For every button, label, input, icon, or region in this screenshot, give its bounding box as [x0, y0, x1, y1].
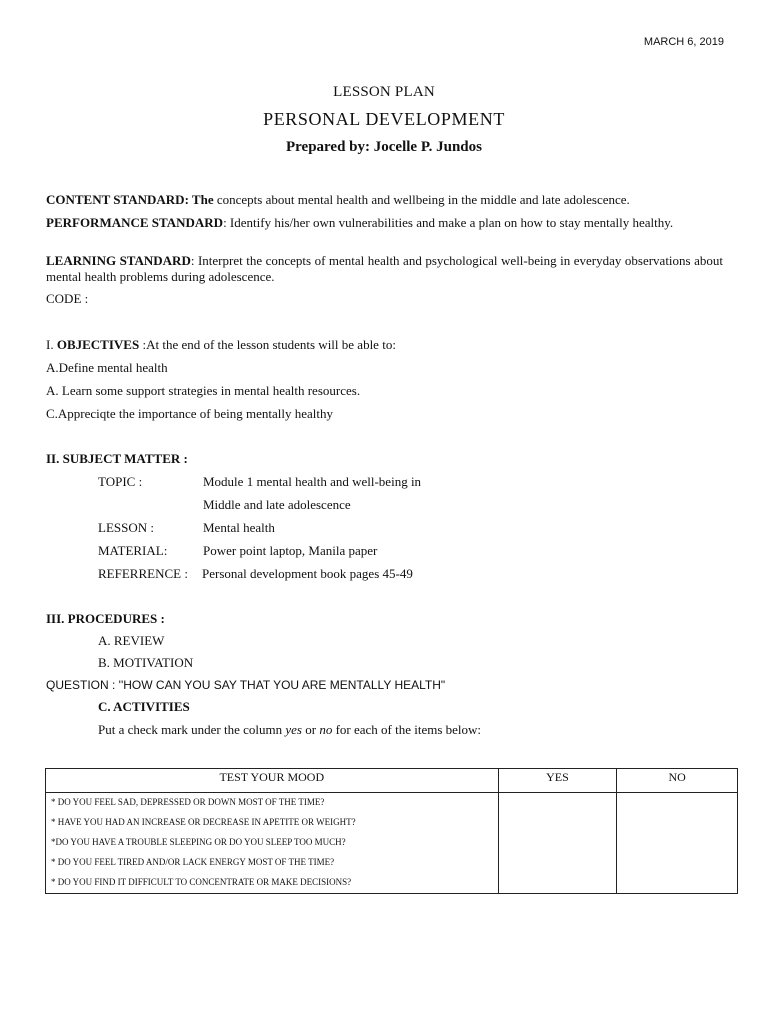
header-no: NO: [617, 769, 738, 793]
mood-question-item: * DO YOU FEEL TIRED AND/OR LACK ENERGY MOST OF THE TIME?: [51, 857, 335, 867]
performance-standard: [46, 215, 723, 231]
objective-item: A.Define mental health: [46, 360, 168, 375]
activities-step: C. ACTIVITIES: [98, 699, 190, 714]
performance-standard-text: : Identify his/her own vulnerabilities and make a plan on how to stay mentally healthy.: [223, 215, 674, 230]
mood-questions-cell: [46, 793, 499, 894]
mood-question-item: * HAVE YOU HAD AN INCREASE OR DECREASE IN APETITE OR WEIGHT?: [51, 817, 356, 827]
topic-label: TOPIC :: [98, 474, 143, 489]
material-value: Power point laptop, Manila paper: [203, 543, 378, 558]
content-standard-text: concepts about mental health and wellbeing in the middle and late adolescence.: [213, 192, 630, 207]
content-standard-label: CONTENT STANDARD: The: [46, 192, 214, 207]
motivation-question: QUESTION : ''HOW CAN YOU SAY THAT YOU ARE MENTALLY HEALTH": [46, 678, 446, 692]
table-header-row: [46, 769, 738, 793]
activity-instruction: Put a check mark under the column yes or no for each of the items below:: [98, 722, 482, 737]
review-step: A. REVIEW: [98, 633, 165, 648]
yes-word: yes: [285, 722, 302, 737]
material-label: MATERIAL:: [98, 543, 168, 558]
header-test-your-mood: TEST YOUR MOOD: [46, 769, 499, 793]
no-word: no: [319, 722, 333, 737]
lesson-label: LESSON :: [98, 520, 154, 535]
subject-matter-heading: II. SUBJECT MATTER :: [46, 451, 188, 466]
code-line: CODE :: [46, 291, 89, 306]
yes-checkbox-cell[interactable]: [498, 793, 617, 894]
objectives-intro: :At the end of the lesson students will be able to:: [139, 337, 396, 352]
header-yes: YES: [498, 769, 617, 793]
objective-item: A. Learn some support strategies in mental health resources.: [46, 383, 361, 398]
lesson-value: Mental health: [203, 520, 275, 535]
performance-standard-label: PERFORMANCE STANDARD: [46, 215, 224, 230]
objective-item: C.Appreciqte the importance of being mentally healthy: [46, 406, 333, 421]
learning-standard: [46, 253, 723, 285]
mood-question-item: *DO YOU HAVE A TROUBLE SLEEPING OR DO YOU SLEEP TOO MUCH?: [51, 837, 346, 847]
procedures-heading: III. PROCEDURES :: [46, 611, 165, 626]
mood-question-item: * DO YOU FIND IT DIFFICULT TO CONCENTRATE OR MAKE DECISIONS?: [51, 877, 352, 887]
learning-standard-text: : Interpret the concepts of mental health and psychological well-being in everyday observations about mental health problems during adolescence.: [46, 253, 723, 284]
mood-checklist-table: [45, 768, 738, 894]
document-date: MARCH 6, 2019: [643, 36, 724, 48]
topic-value-continued: Middle and late adolescence: [203, 497, 351, 512]
content-standard: [46, 192, 723, 208]
topic-value: Module 1 mental health and well-being in: [203, 474, 422, 489]
mood-question-item: * DO YOU FEEL SAD, DEPRESSED OR DOWN MOST OF THE TIME?: [51, 797, 325, 807]
reference-label: REFERRENCE :: [98, 566, 188, 581]
author-line: Prepared by: Jocelle P. Jundos: [286, 139, 482, 155]
lesson-plan-title: LESSON PLAN: [333, 84, 435, 100]
table-body-row: [46, 793, 738, 894]
subject-title: PERSONAL DEVELOPMENT: [263, 109, 505, 129]
reference-value: Personal development book pages 45-49: [202, 566, 413, 581]
objectives-heading: I. OBJECTIVES :At the end of the lesson students will be able to:: [46, 337, 396, 352]
motivation-step: B. MOTIVATION: [98, 655, 194, 670]
learning-standard-label: LEARNING STANDARD: [46, 253, 191, 268]
no-checkbox-cell[interactable]: [617, 793, 738, 894]
objectives-label: OBJECTIVES: [56, 337, 140, 352]
